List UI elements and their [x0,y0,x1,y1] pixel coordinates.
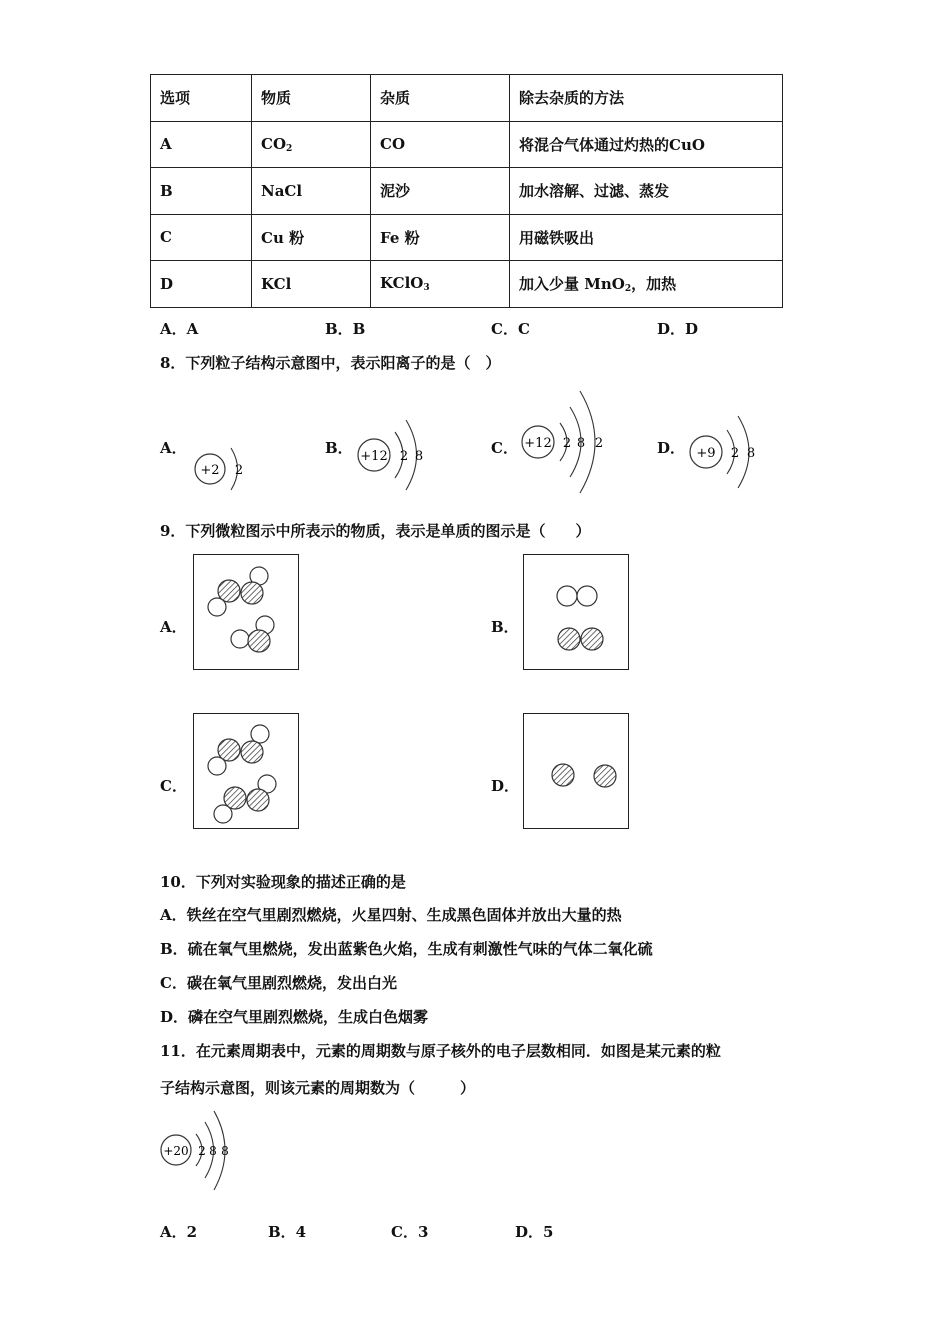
shell-electrons: 2 [730,446,740,461]
molecule-diagram [194,714,298,828]
q10-option-d[interactable]: D．磷在空气里剧烈燃烧，生成白色烟雾 [160,1008,429,1026]
q10-stem: 10．下列对实验现象的描述正确的是 [160,873,406,891]
table-cell-option: B [151,168,252,215]
q8-stem: 8．下列粒子结构示意图中，表示阳离子的是（ ） [160,354,501,372]
q7-option-d[interactable]: D．D [657,320,699,338]
shell-electrons: 8 [414,449,424,464]
q9-molecule-box-b [523,554,629,670]
molecule-diagram [194,555,298,669]
shell-electrons: 2 [399,449,409,464]
q7-option-b[interactable]: B．B [325,320,366,338]
q9-option-d-label[interactable]: D． [491,777,520,795]
q8-option-d-label[interactable]: D． [657,439,686,457]
q8-atom-diagram-d [688,408,768,498]
formula-subscript: 3 [423,283,430,294]
table-cell-impurity: Fe 粉 [371,214,510,261]
table-cell-substance: NaCl [252,168,371,215]
q7-option-a[interactable]: A．A [160,320,199,338]
q7-option-c[interactable]: C．C [491,320,530,338]
table-cell-substance [252,121,371,168]
q10-option-b[interactable]: B．硫在氧气里燃烧，发出蓝紫色火焰，生成有刺激性气味的气体二氧化硫 [160,940,653,958]
table-cell-option: A [151,121,252,168]
q9-molecule-box-c [193,713,299,829]
table-header-cell: 物质 [252,75,371,122]
formula-main: CO [261,134,287,153]
table-cell-impurity [371,261,510,308]
nucleus-charge: +20 [163,1144,189,1158]
shell-electrons: 2 [234,463,244,478]
table-cell-option: C [151,214,252,261]
q11-stem-line2: 子结构示意图，则该元素的周期数为（ ） [160,1079,476,1097]
q10-option-c[interactable]: C．碳在氧气里剧烈燃烧，发出白光 [160,974,397,992]
nucleus-charge: +9 [696,446,716,461]
q9-option-a-label[interactable]: A． [160,618,187,636]
shell-electrons: 2 [562,436,572,451]
method-text: 加入少量 MnO [519,275,625,294]
q9-molecule-box-d [523,713,629,829]
impurity-table [150,74,783,308]
q11-stem-line1: 11．在元素周期表中，元素的周期数与原子核外的电子层数相同．如图是某元素的粒 [160,1042,721,1060]
table-row [151,214,783,261]
molecule-diagram [524,714,628,828]
table-cell-substance: Cu 粉 [252,214,371,261]
table-cell-impurity: CO [371,121,510,168]
molecule-diagram [524,555,628,669]
q11-option-d[interactable]: D．5 [515,1223,554,1241]
shell-electrons: 8 [576,436,586,451]
q10-option-a[interactable]: A．铁丝在空气里剧烈燃烧，火星四射、生成黑色固体并放出大量的热 [160,906,622,924]
q9-option-c-label[interactable]: C． [160,777,187,795]
q11-option-b[interactable]: B．4 [268,1223,307,1241]
table-cell-impurity: 泥沙 [371,168,510,215]
q11-option-c[interactable]: C．3 [391,1223,429,1241]
table-header-row [151,75,783,122]
formula-subscript: 2 [624,284,632,295]
shell-electrons: 8 [209,1144,217,1158]
shell-electrons: 8 [746,446,756,461]
nucleus-charge: +12 [524,436,552,451]
q9-molecule-box-a [193,554,299,670]
formula-main: KClO [380,274,424,293]
q8-option-b-label[interactable]: B． [325,439,353,457]
q9-option-b-label[interactable]: B． [491,618,519,636]
table-row [151,168,783,215]
q11-atom-diagram [158,1108,238,1194]
table-cell-substance: KCl [252,261,371,308]
table-row [151,121,783,168]
shell-electrons: 8 [221,1144,229,1158]
shell-electrons: 2 [198,1144,206,1158]
q8-option-c-label[interactable]: C． [491,439,518,457]
q9-stem: 9．下列微粒图示中所表示的物质，表示是单质的图示是（ ） [160,522,591,540]
formula-subscript: 2 [286,143,293,154]
table-cell-method: 将混合气体通过灼热的CuO [510,121,783,168]
table-cell-method [510,261,783,308]
nucleus-charge: +12 [360,449,388,464]
table-row [151,261,783,308]
table-cell-method: 加水溶解、过滤、蒸发 [510,168,783,215]
table-header-cell: 除去杂质的方法 [510,75,783,122]
table-cell-method: 用磁铁吸出 [510,214,783,261]
shell-electrons: 2 [594,436,604,451]
nucleus-charge: +2 [200,463,220,478]
q8-atom-diagram-b [355,410,435,500]
table-header-cell: 杂质 [371,75,510,122]
q8-atom-diagram-a [190,440,250,500]
method-text: ，加热 [631,275,677,294]
q8-atom-diagram-c [520,385,620,497]
table-header-cell: 选项 [151,75,252,122]
q11-option-a[interactable]: A．2 [160,1223,198,1241]
q8-option-a-label[interactable]: A． [160,439,187,457]
table-cell-option: D [151,261,252,308]
